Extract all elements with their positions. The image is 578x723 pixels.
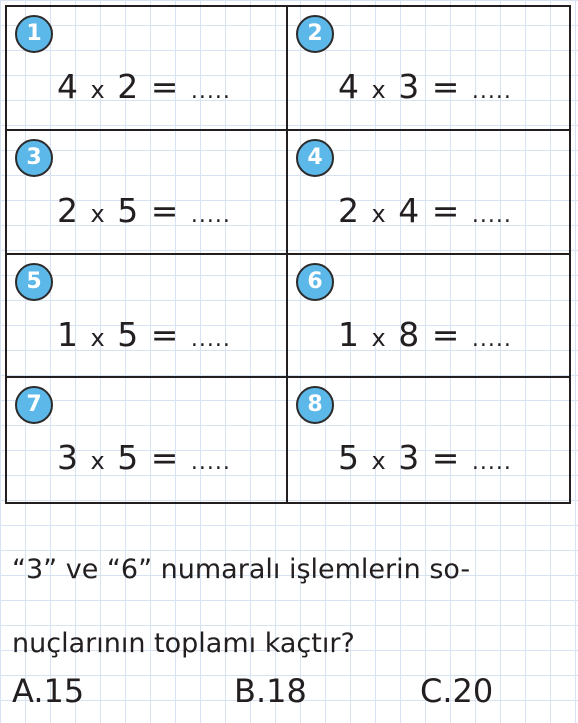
option-letter: C. [420,672,453,710]
answer-options [12,672,568,716]
operator: x [371,323,387,352]
answer-blank[interactable]: ..... [471,450,512,476]
option-value: 18 [266,672,307,710]
question-line-1: “3” ve “6” numaralı işlemlerin so- [12,554,471,585]
expression [57,315,231,354]
question-line-2: nuçlarının toplamı kaçtır? [12,628,355,659]
number-badge: 4 [296,139,334,177]
operand-b: 2 [117,67,140,106]
number-badge: 5 [15,263,53,301]
expression [57,438,231,477]
expression [338,315,512,354]
answer-blank[interactable]: ..... [190,450,231,476]
expression [57,191,231,230]
operator: x [90,76,106,104]
problem-cell-4 [288,131,569,255]
number-badge: 8 [296,386,334,424]
operand-b: 8 [398,314,421,354]
option-letter: B. [234,672,267,710]
expression [338,67,512,106]
operand-a: 4 [57,67,79,106]
problem-cell-5 [7,255,288,379]
option-value: 20 [452,672,494,710]
expression [57,67,231,106]
equals-sign: = [150,438,180,478]
problem-cell-6 [288,255,569,379]
equals-sign: = [150,190,180,230]
equals-sign: = [431,438,461,478]
problem-cell-2 [288,7,569,131]
problem-cell-7 [7,378,288,502]
operator: x [371,447,387,476]
option-a[interactable] [12,672,84,710]
number-badge: 3 [15,139,53,177]
problem-cell-8 [288,378,569,502]
number-badge: 7 [15,386,53,424]
equals-sign: = [431,190,461,230]
operand-a: 3 [57,438,79,478]
answer-blank[interactable]: ..... [471,202,512,228]
operand-a: 4 [338,67,360,106]
expression [338,438,512,477]
option-b[interactable] [234,672,307,710]
equals-sign: = [150,314,180,354]
answer-blank[interactable]: ..... [471,326,512,352]
operand-a: 1 [57,314,79,354]
equals-sign: = [431,314,461,354]
expression [338,191,512,230]
option-letter: A. [12,672,44,710]
operand-b: 4 [398,190,421,230]
equals-sign: = [150,67,180,106]
problem-cell-3 [7,131,288,255]
operand-b: 5 [117,190,140,230]
operand-a: 1 [338,314,360,354]
option-value: 15 [43,672,85,710]
answer-blank[interactable]: ..... [190,326,231,352]
number-badge: 6 [296,263,334,301]
answer-blank[interactable]: ..... [190,79,231,104]
operand-b: 3 [398,438,421,478]
question-text [12,533,568,681]
operand-b: 5 [117,314,140,354]
operator: x [90,199,106,228]
operand-b: 5 [117,438,140,478]
answer-blank[interactable]: ..... [471,79,512,104]
operator: x [371,76,387,104]
option-c[interactable] [420,672,493,710]
equals-sign: = [431,67,461,106]
operand-a: 2 [338,190,360,230]
operator: x [90,323,106,352]
operator: x [371,199,387,228]
operand-a: 5 [338,438,360,478]
operator: x [90,447,106,476]
problem-cell-1 [7,7,288,131]
operand-a: 2 [57,190,79,230]
answer-blank[interactable]: ..... [190,202,231,228]
number-badge: 2 [296,15,334,53]
operand-b: 3 [398,67,421,106]
number-badge: 1 [15,15,53,53]
problems-table [5,5,571,504]
